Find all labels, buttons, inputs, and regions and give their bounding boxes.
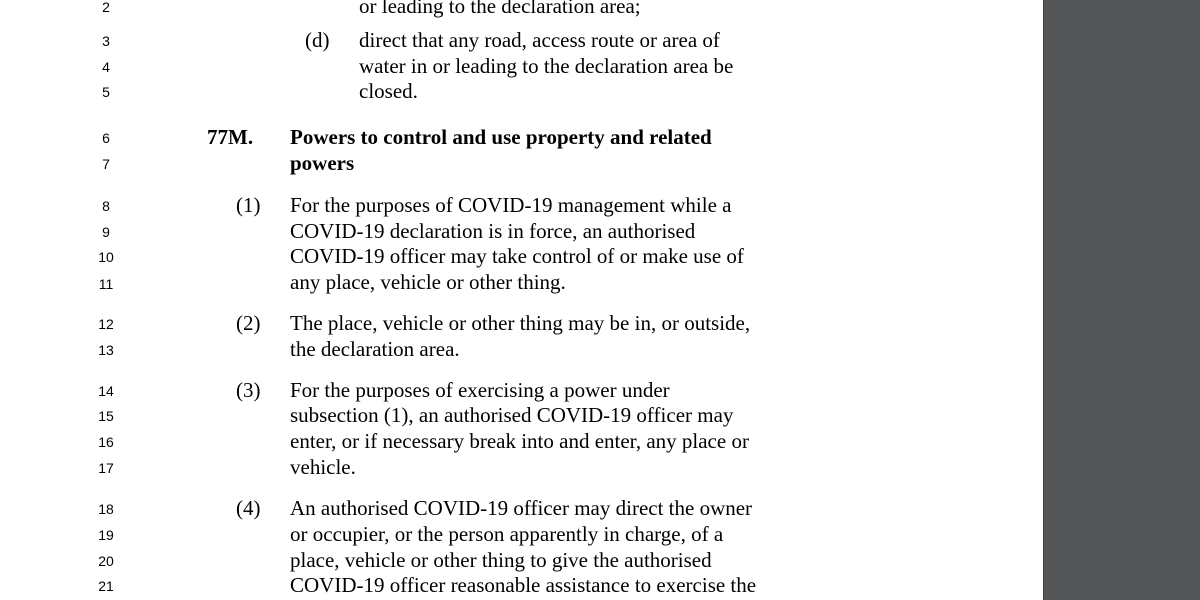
paragraph-label: (d)	[305, 28, 330, 52]
subsection-text-line: place, vehicle or other thing to give the authorised	[290, 548, 712, 572]
subsection-label: (4)	[236, 496, 261, 520]
subsection-label: (1)	[236, 193, 261, 217]
subsection-text-line: or occupier, or the person apparently in charge, of a	[290, 522, 724, 546]
line-number: 10	[98, 249, 114, 265]
paragraph-text-line: closed.	[359, 79, 418, 103]
line-number: 2	[102, 0, 110, 15]
subsection-label: (2)	[236, 311, 261, 335]
line-number: 8	[102, 198, 110, 214]
line-number: 12	[98, 316, 114, 332]
subsection-text-line: The place, vehicle or other thing may be in, or outside,	[290, 311, 751, 335]
subsection-text-line: COVID-19 officer may take control of or make use of	[290, 244, 744, 268]
line-number: 9	[102, 224, 110, 240]
line-number: 15	[98, 408, 114, 424]
paragraph-continuation: or leading to the declaration area;	[359, 0, 641, 18]
line-number: 5	[102, 84, 110, 100]
line-number: 18	[98, 501, 114, 517]
paragraph-text-line: water in or leading to the declaration area be	[359, 54, 734, 78]
line-number: 20	[98, 553, 114, 569]
line-number: 3	[102, 33, 110, 49]
subsection-text-line: COVID-19 declaration is in force, an authorised	[290, 219, 696, 243]
subsection-text-line: An authorised COVID-19 officer may direct the owner	[290, 496, 753, 520]
line-number: 7	[102, 156, 110, 172]
subsection-text-line: For the purposes of exercising a power under	[290, 378, 670, 402]
section-heading-line: Powers to control and use property and related	[290, 125, 712, 149]
subsection-text-line: enter, or if necessary break into and enter, any place or	[290, 429, 749, 453]
line-number: 11	[98, 276, 114, 292]
line-number: 4	[102, 59, 110, 75]
line-number: 13	[98, 342, 114, 358]
line-number: 6	[102, 130, 110, 146]
section-heading-line: powers	[290, 151, 355, 175]
subsection-text-line: any place, vehicle or other thing.	[290, 270, 566, 294]
subsection-label: (3)	[236, 378, 261, 402]
line-number: 14	[98, 383, 114, 399]
line-number: 19	[98, 527, 114, 543]
subsection-text-line: subsection (1), an authorised COVID-19 officer may	[290, 403, 734, 427]
subsection-text-line: COVID-19 officer reasonable assistance to exercise the	[290, 573, 757, 597]
subsection-text-line: vehicle.	[290, 455, 356, 479]
paragraph-text-line: direct that any road, access route or area of	[359, 28, 720, 52]
line-number: 17	[98, 460, 114, 476]
line-number: 16	[98, 434, 114, 450]
viewer-background-pane	[1043, 0, 1200, 600]
subsection-text-line: For the purposes of COVID-19 management while a	[290, 193, 732, 217]
line-number: 21	[98, 578, 114, 594]
section-number: 77M.	[207, 125, 254, 149]
subsection-text-line: the declaration area.	[290, 337, 460, 361]
